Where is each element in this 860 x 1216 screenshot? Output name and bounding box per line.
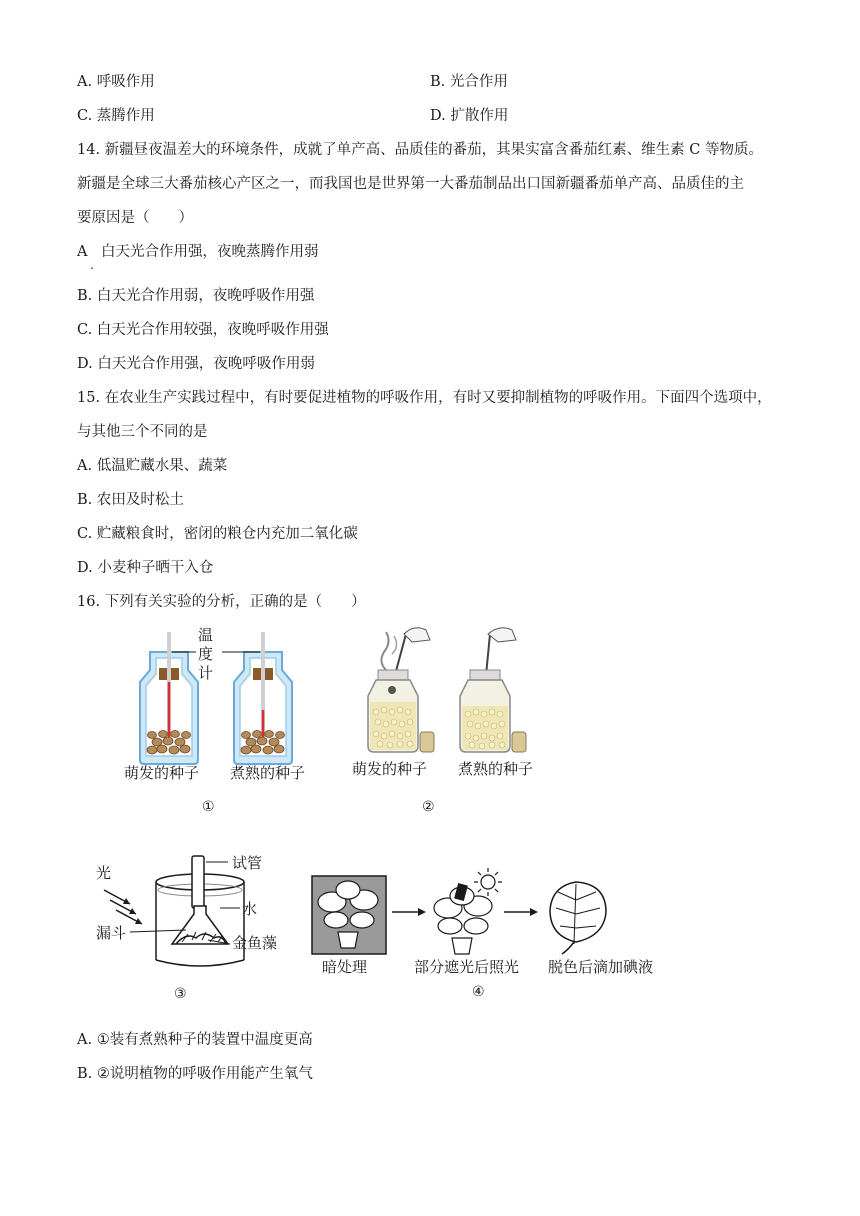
fig4-number: ④ — [472, 984, 485, 1000]
q15-option-a: A. 低温贮藏水果、蔬菜 — [77, 458, 228, 474]
jar-right-icon — [460, 628, 526, 752]
jar-left-icon — [368, 628, 434, 752]
fig2-number: ② — [422, 799, 435, 815]
fig4-step2-caption: 部分遮光后照光 — [414, 958, 520, 976]
fig1-number: ① — [202, 799, 215, 815]
fig2-right-caption: 煮熟的种子 — [458, 760, 534, 778]
q16-option-a: A. ①装有煮熟种子的装置中温度更高 — [77, 1032, 313, 1048]
q16-option-b: B. ②说明植物的呼吸作用能产生氧气 — [77, 1066, 313, 1082]
leaf-icon — [550, 882, 606, 954]
q15-option-b: B. 农田及时松土 — [77, 492, 184, 508]
fig2-left-caption: 萌发的种子 — [352, 760, 428, 778]
q16-stem: 16. 下列有关实验的分析，正确的是（ ） — [77, 594, 366, 610]
fig3-plant-label: 金鱼藻 — [232, 934, 278, 952]
q15-option-c: C. 贮藏粮食时，密闭的粮仓内充加二氧化碳 — [77, 526, 358, 542]
figure-4-leaf-experiment — [306, 860, 676, 1008]
q15-option-d: D. 小麦种子晒干入仓 — [77, 560, 214, 576]
thermometer-label-3: 计 — [198, 664, 214, 682]
fig3-test-tube-label: 试管 — [232, 854, 263, 872]
q14-option-a-dot: . — [90, 258, 94, 272]
light-arrows-icon — [104, 890, 142, 924]
figure-2-jars — [348, 622, 548, 822]
figure-1-thermos — [118, 622, 328, 822]
figure-3-apparatus — [90, 848, 295, 1008]
fig3-number: ③ — [174, 986, 187, 1002]
q15-stem-line2: 与其他三个不同的是 — [77, 424, 208, 440]
thermometer-label-2: 度 — [198, 645, 214, 663]
fig4-step3-caption: 脱色后滴加碘液 — [548, 958, 654, 976]
q14-stem-line2: 新疆是全球三大番茄核心产区之一，而我国也是世界第一大番茄制品出口国新疆番茄单产高、品质佳的主 — [77, 176, 744, 192]
q13-option-a: A. 呼吸作用 — [77, 74, 155, 90]
q14-stem-line3: 要原因是（ ） — [77, 210, 193, 226]
fig1-right-caption: 煮熟的种子 — [230, 764, 306, 782]
q13-option-d: D. 扩散作用 — [430, 108, 509, 124]
q13-option-c: C. 蒸腾作用 — [77, 108, 155, 124]
q13-option-b: B. 光合作用 — [430, 74, 508, 90]
thermometer-label-1: 温 — [198, 626, 214, 644]
shaded-plant-icon — [434, 883, 492, 954]
sun-icon — [474, 868, 502, 896]
fig1-left-caption: 萌发的种子 — [124, 764, 200, 782]
q15-stem-line1: 15. 在农业生产实践过程中，有时要促进植物的呼吸作用，有时又要抑制植物的呼吸作用。下面四个选项中， — [77, 390, 772, 406]
fig3-water-label: 水 — [242, 900, 258, 918]
q14-option-c: C. 白天光合作用较强，夜晚呼吸作用强 — [77, 322, 329, 338]
test-tube-icon — [192, 856, 204, 908]
fig4-step1-caption: 暗处理 — [322, 958, 368, 976]
fig3-funnel-label: 漏斗 — [96, 924, 127, 942]
q14-option-b: B. 白天光合作用弱，夜晚呼吸作用强 — [77, 288, 315, 304]
fig3-light-label: 光 — [96, 864, 112, 882]
funnel-icon — [172, 906, 228, 944]
dark-plant-icon — [312, 876, 386, 954]
q14-option-a-text: 白天光合作用强，夜晚蒸腾作用弱 — [101, 244, 319, 260]
q14-option-d: D. 白天光合作用强，夜晚呼吸作用弱 — [77, 356, 315, 372]
q14-stem-line1: 14. 新疆昼夜温差大的环境条件，成就了单产高、品质佳的番茄，其果实富含番茄红素、维生素 C 等物质。 — [77, 142, 763, 158]
q14-option-a-letter: A — [77, 244, 88, 260]
